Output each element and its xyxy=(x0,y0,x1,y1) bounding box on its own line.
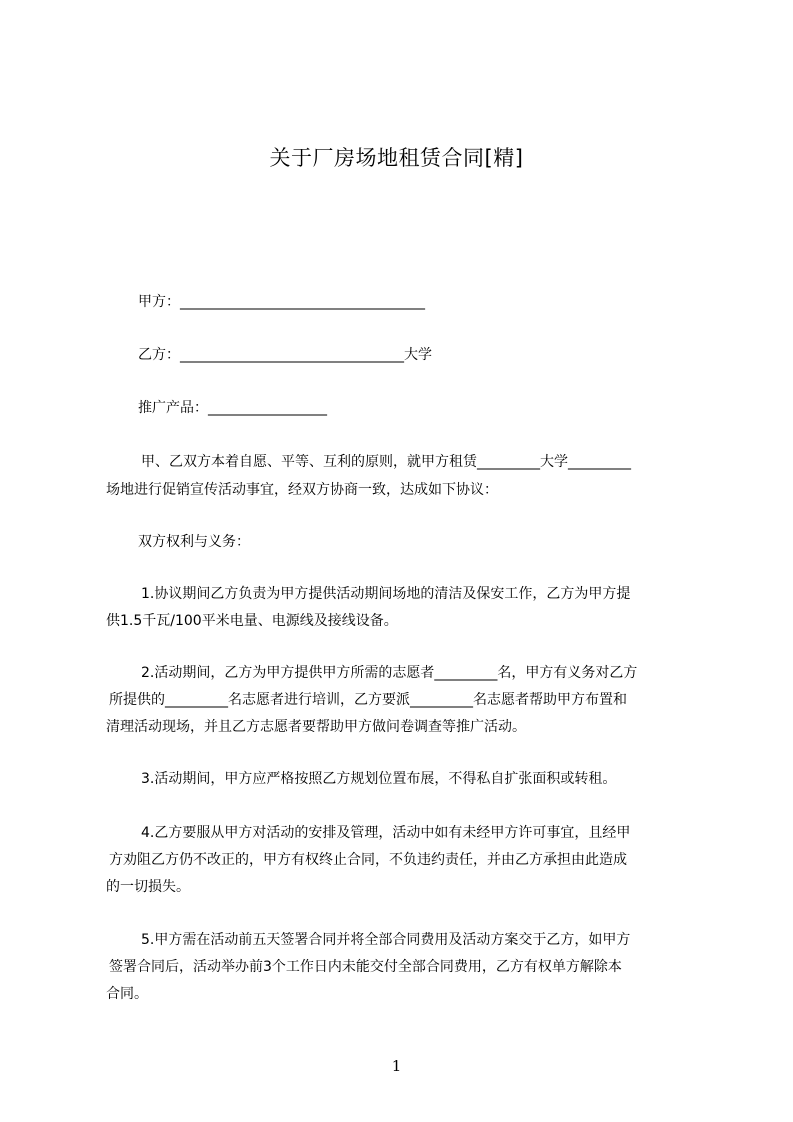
clause-5-line-1: 5.甲方需在活动前五天签署合同并将全部合同费用及活动方案交于乙方，如甲方 xyxy=(141,932,631,948)
clause-2-line-1: 2.活动期间，乙方为甲方提供甲方所需的志愿者_________名，甲方有义务对乙方 xyxy=(141,665,638,681)
clause-3-line-1: 3.活动期间，甲方应严格按照乙方规划位置布展，不得私自扩张面积或转租。 xyxy=(141,771,617,787)
clause-1-line-1: 1.协议期间乙方负责为甲方提供活动期间场地的清洁及保安工作，乙方为甲方提 xyxy=(141,586,631,602)
document-title: 关于厂房场地租赁合同[精] xyxy=(269,146,524,170)
clause-4-line-1: 4.乙方要服从甲方对活动的安排及管理，活动中如有未经甲方许可事宜，且经甲 xyxy=(141,825,631,841)
clause-4-line-3: 的一切损失。 xyxy=(106,879,190,895)
party-b-field: 乙方：________________________________大学 xyxy=(138,347,432,363)
intro-line-2: 场地进行促销宣传活动事宜，经双方协商一致，达成如下协议： xyxy=(106,482,498,498)
section-heading: 双方权利与义务： xyxy=(138,534,250,550)
clause-1-line-2: 供1.5千瓦/100平米电量、电源线及接线设备。 xyxy=(106,613,398,629)
clause-5-line-2: 签署合同后，活动举办前3个工作日内未能交付全部合同费用，乙方有权单方解除本 xyxy=(109,959,622,975)
party-a-field: 甲方：___________________________________ xyxy=(138,294,425,310)
clause-2-line-2: 所提供的_________名志愿者进行培训，乙方要派_________名志愿者帮助甲方布置和 xyxy=(109,692,627,708)
clause-5-line-3: 合同。 xyxy=(106,986,148,1002)
page-number: 1 xyxy=(391,1057,402,1075)
product-field: 推广产品：_________________ xyxy=(138,400,327,416)
intro-line-1: 甲、乙双方本着自愿、平等、互利的原则，就甲方租赁_________大学_________ xyxy=(141,454,631,470)
clause-4-line-2: 方劝阻乙方仍不改正的，甲方有权终止合同，不负违约责任，并由乙方承担由此造成 xyxy=(109,852,627,868)
clause-2-line-3: 清理活动现场，并且乙方志愿者要帮助甲方做问卷调查等推广活动。 xyxy=(106,719,526,735)
